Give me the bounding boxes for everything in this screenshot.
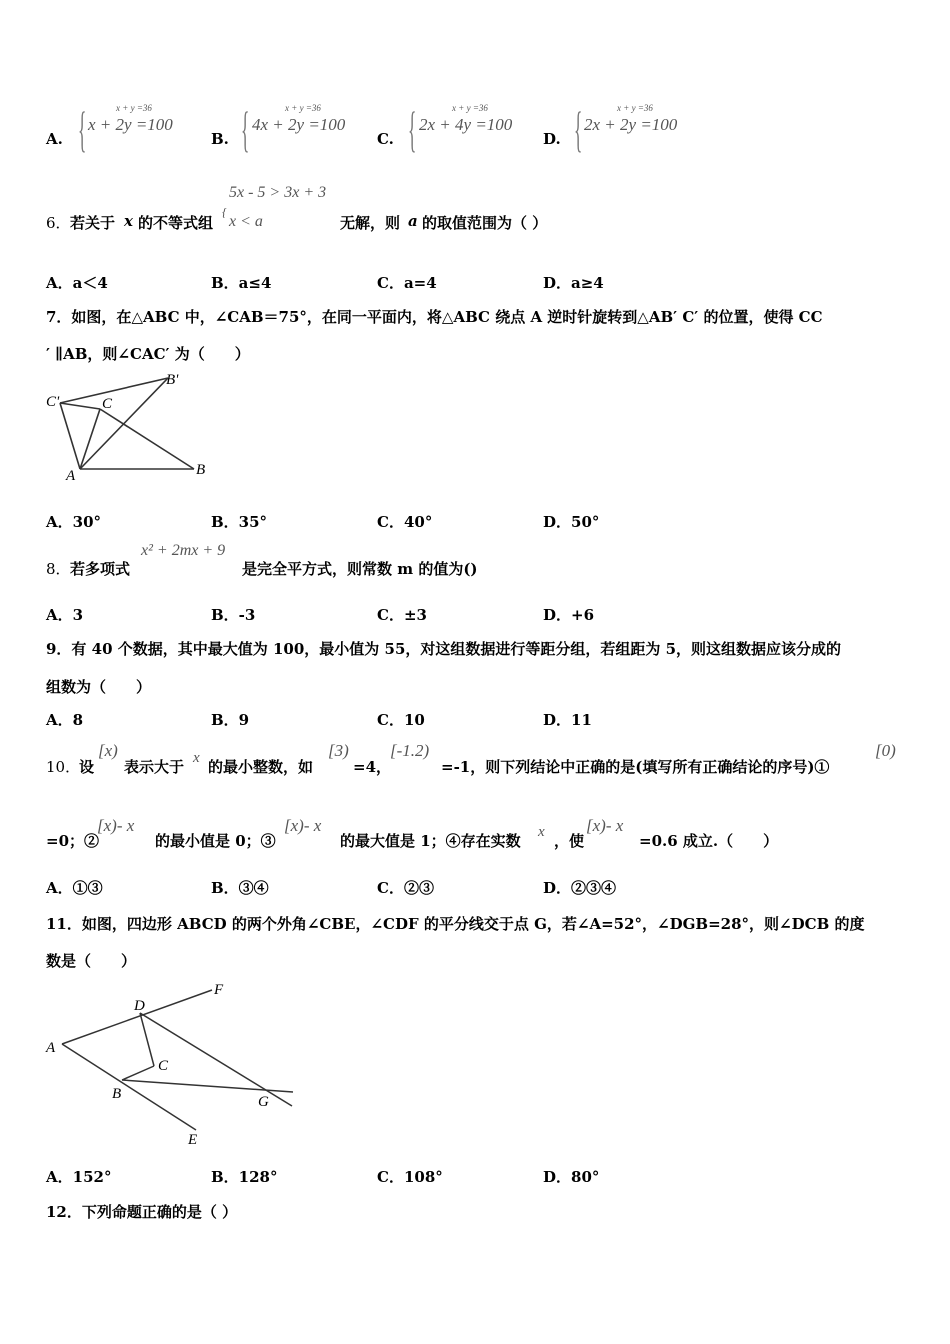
- q11-line-abe: [62, 1044, 196, 1130]
- q12-stem-line1: 12．下列命题正确的是（ ）: [46, 1203, 238, 1221]
- q6-var-x: x: [124, 212, 133, 230]
- q10-math-x2: x: [538, 824, 545, 840]
- q5-option-b-eq1: x + y =36: [285, 103, 321, 113]
- q9-option-b[interactable]: B．9: [211, 711, 250, 729]
- q6-option-d[interactable]: D．a≥4: [543, 274, 604, 292]
- q8-number: 8．: [46, 560, 71, 578]
- q11-label-a: A: [46, 1040, 56, 1056]
- q5-option-c-label[interactable]: C.: [377, 130, 394, 148]
- q7-label-c1: C': [46, 394, 60, 410]
- q9-option-c[interactable]: C．10: [377, 711, 425, 729]
- q6-text-a: 若关于: [70, 214, 116, 232]
- q7-label-b: B: [196, 462, 206, 478]
- q7-stem-line2: ′ ∥AB，则∠CAC′ 为（ ）: [46, 345, 250, 363]
- q8-polynomial: x² + 2mx + 9: [141, 542, 226, 559]
- q11-label-d: D: [134, 998, 145, 1014]
- q7-label-a: A: [66, 468, 76, 484]
- q8-option-b[interactable]: B．-3: [211, 606, 256, 624]
- q11-line-bg: [122, 1080, 293, 1092]
- q8-option-d[interactable]: D．+6: [543, 606, 595, 624]
- q6-text-d: 的取值范围为（ ）: [422, 214, 548, 232]
- q8-text-a: 若多项式: [70, 560, 131, 578]
- q10-line2-text-1: =0；②: [46, 832, 100, 850]
- q7-edge-ca: [80, 409, 100, 469]
- q10-text-3: 的最小整数，如: [208, 758, 314, 776]
- q7-edge-c1a: [60, 403, 80, 469]
- q7-figure: [40, 368, 220, 486]
- q7-label-c: C: [102, 396, 113, 412]
- q8-option-a[interactable]: A．3: [46, 606, 84, 624]
- q11-stem-line1: 11．如图，四边形 ABCD 的两个外角∠CBE，∠CDF 的平分线交于点 G，若∠A=52°，∠DGB=28°，则∠DCB 的度: [46, 915, 865, 933]
- q9-option-a[interactable]: A．8: [46, 711, 84, 729]
- q5-option-c-eq1: x + y =36: [452, 103, 488, 113]
- q5-option-b-label[interactable]: B.: [211, 130, 229, 148]
- q6-option-c[interactable]: C．a=4: [377, 274, 437, 292]
- q10-line2-text-3: 的最大值是 1；④存在实数: [340, 832, 521, 850]
- q7-edge-cb: [100, 409, 194, 469]
- q10-math-example2: [-1.2): [390, 741, 430, 760]
- q7-option-d[interactable]: D．50°: [543, 513, 600, 531]
- q5-option-a-label[interactable]: A.: [46, 130, 63, 148]
- q10-option-c[interactable]: C．②③: [377, 879, 434, 897]
- q6-text-b: 的不等式组: [138, 214, 214, 232]
- q5-option-c-eq2: 2x + 4y =100: [419, 115, 513, 134]
- q10-math-expr3: [x)- x: [586, 816, 624, 835]
- q10-line2-text-4: ，使: [554, 832, 585, 850]
- q10-math-zero: [0): [875, 741, 896, 760]
- q7-option-a[interactable]: A．30°: [46, 513, 102, 531]
- q10-option-b[interactable]: B．③④: [211, 879, 269, 897]
- q6-text-c: 无解，则: [340, 214, 401, 232]
- q10-math-example1: [3): [328, 741, 349, 760]
- q10-text-1: 设: [79, 758, 95, 776]
- q11-option-d[interactable]: D．80°: [543, 1168, 600, 1186]
- q5-option-d-eq1: x + y =36: [617, 103, 653, 113]
- q5-option-a-eq2: x + 2y =100: [88, 115, 173, 134]
- q5-option-a-eq1: x + y =36: [116, 103, 152, 113]
- q10-text-5: =-1，则下列结论中正确的是(填写所有正确结论的序号)①: [441, 758, 830, 776]
- brace-icon: {: [222, 205, 227, 219]
- q11-label-g: G: [258, 1094, 269, 1110]
- q10-line2-text-5: =0.6 成立.（ ）: [639, 832, 779, 850]
- q7-edge-c1b1: [60, 378, 168, 403]
- q10-math-expr1: [x)- x: [97, 816, 135, 835]
- brace-icon: {: [241, 101, 250, 157]
- q11-label-f: F: [214, 982, 224, 998]
- q6-option-a[interactable]: A．a＜4: [46, 274, 108, 292]
- q8-option-c[interactable]: C．±3: [377, 606, 427, 624]
- q10-text-4: =4，: [353, 758, 392, 776]
- q11-label-e: E: [188, 1132, 198, 1148]
- q6-option-b[interactable]: B．a≤4: [211, 274, 272, 292]
- q10-math-bracket-x: [x): [98, 741, 118, 760]
- q7-label-b1: B': [166, 372, 179, 388]
- q11-figure: [40, 978, 310, 1150]
- q9-option-d[interactable]: D．11: [543, 711, 592, 729]
- q8-text-b: 是完全平方式，则常数 m 的值为(): [242, 560, 478, 578]
- q7-option-b[interactable]: B．35°: [211, 513, 268, 531]
- q5-option-d-label[interactable]: D.: [543, 130, 561, 148]
- q6-var-a: a: [408, 212, 418, 230]
- q5-option-b-eq2: 4x + 2y =100: [252, 115, 346, 134]
- q11-label-c: C: [158, 1058, 169, 1074]
- q10-number: 10．: [46, 758, 81, 776]
- q11-option-b[interactable]: B．128°: [211, 1168, 278, 1186]
- q10-math-expr2: [x)- x: [284, 816, 322, 835]
- q6-inequality-2: x < a: [229, 213, 263, 230]
- q7-edge-c1c: [60, 403, 100, 409]
- q9-stem-line2: 组数为（ ）: [46, 678, 152, 696]
- q7-stem-line1: 7．如图，在△ABC 中，∠CAB＝75°，在同一平面内，将△ABC 绕点 A 逆时针旋转到△AB′ C′ 的位置，使得 CC: [46, 308, 823, 326]
- q10-text-2: 表示大于: [124, 758, 185, 776]
- q11-edge-cb: [122, 1066, 154, 1080]
- q9-stem-line1: 9．有 40 个数据，其中最大值为 100，最小值为 55，对这组数据进行等距分组，若组距为 5，则这组数据应该分成的: [46, 640, 842, 658]
- q7-option-c[interactable]: C．40°: [377, 513, 433, 531]
- q11-option-a[interactable]: A．152°: [46, 1168, 112, 1186]
- brace-icon: {: [78, 101, 87, 157]
- q5-option-d-eq2: 2x + 2y =100: [584, 115, 678, 134]
- q6-number: 6．: [46, 214, 71, 232]
- brace-icon: {: [408, 101, 417, 157]
- q10-option-d[interactable]: D．②③④: [543, 879, 617, 897]
- brace-icon: {: [574, 101, 583, 157]
- q10-math-x: x: [193, 750, 200, 766]
- q11-label-b: B: [112, 1086, 122, 1102]
- q11-stem-line2: 数是（ ）: [46, 952, 137, 970]
- q6-inequality-1: 5x - 5 > 3x + 3: [229, 184, 327, 201]
- q10-line2-text-2: 的最小值是 0；③: [155, 832, 276, 850]
- q10-option-a[interactable]: A．①③: [46, 879, 103, 897]
- q11-option-c[interactable]: C．108°: [377, 1168, 443, 1186]
